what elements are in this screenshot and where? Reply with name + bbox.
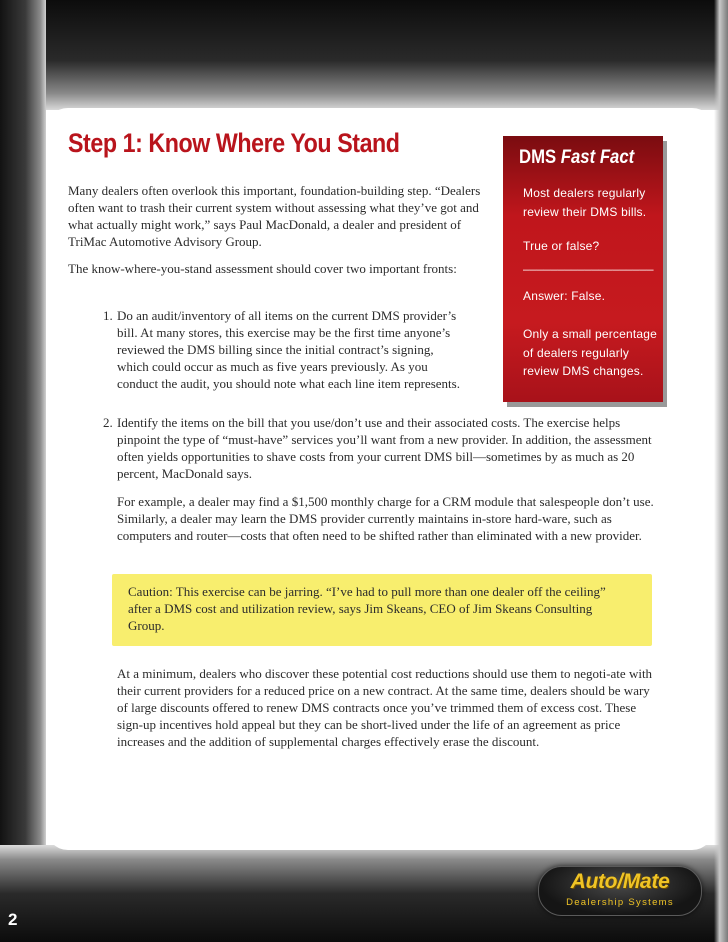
logo-wordmark: Auto/Mate	[570, 870, 670, 893]
page-title: Step 1: Know Where You Stand	[68, 128, 400, 158]
fast-fact-explanation: Only a small percentage of dealers regularly review DMS changes.	[523, 327, 657, 378]
fast-fact-question: True or false?	[523, 239, 600, 253]
list-text: Do an audit/inventory of all items on the current DMS provider’s bill. At many stores, this exercise may be the first time anyone’s reviewed the DMS billing since the initial contract’s signing, which could occur as much as five years previously. As you conduct the audit, you should note what each line item represents.	[117, 308, 460, 391]
caution-callout	[112, 574, 652, 646]
minimum-paragraph: At a minimum, dealers who discover these potential cost reductions should use them to negoti-ate with their current providers for a reduced price on a new contract. At the same time, dealers should be wary of large discounts offered to renew DMS contracts once you’ve trimmed them of excess cost. These sign-up incentives hold appeal but they can be short-lived under the life of an agreement as price increases and the addition of supplemental charges effectively erase the discount.	[117, 666, 653, 749]
page-number: 2	[8, 910, 18, 929]
automate-logo	[538, 866, 702, 916]
intro-paragraph: Many dealers often overlook this important, foundation-building step. “Dealers often want to trash their current system without assessing what they’ve got and what actually might work,” says Paul MacDonald, a dealer and president of TriMac Automotive Advisory Group.	[68, 183, 481, 249]
fast-fact-heading-italic: Fast Fact	[560, 147, 635, 168]
caution-text: Caution: This exercise can be jarring. “I’ve had to pull more than one dealer off the ceiling” after a DMS cost and utilization review, says Jim Skeans, CEO of Jim Skeans Consulting Group.	[128, 584, 606, 633]
fast-fact-statement: Most dealers regularly review their DMS bills.	[523, 186, 647, 219]
list-number: 1.	[103, 308, 113, 323]
logo-tagline: Dealership Systems	[566, 897, 674, 908]
list-text: Identify the items on the bill that you use/don’t use and their associated costs. The exercise helps pinpoint the type of “must-have” services you’ll want from a new provider. In addition, the assessment often yields opportunities to shave costs from your current DMS bill—sometimes by as much as 20 percent, MacDonald says.	[117, 415, 652, 481]
fast-fact-answer: Answer: False.	[523, 289, 606, 303]
example-paragraph: For example, a dealer may find a $1,500 monthly charge for a CRM module that salespeople don’t use. Similarly, a dealer may learn the DMS provider currently maintains in-store hard-ware, such as computers and router—costs that often need to be shifted rather than eliminated with a new provider.	[117, 494, 654, 543]
fast-fact-heading	[519, 147, 634, 169]
fast-fact-divider: ___________________	[523, 257, 654, 271]
list-number: 2.	[103, 415, 113, 430]
fronts-paragraph: The know-where-you-stand assessment should cover two important fronts:	[68, 261, 457, 276]
right-edge-shadow	[714, 0, 728, 942]
left-frame-band	[0, 0, 46, 942]
top-frame-band	[0, 0, 728, 110]
fast-fact-sidebar	[503, 136, 663, 402]
fast-fact-heading-plain: DMS	[519, 147, 561, 168]
